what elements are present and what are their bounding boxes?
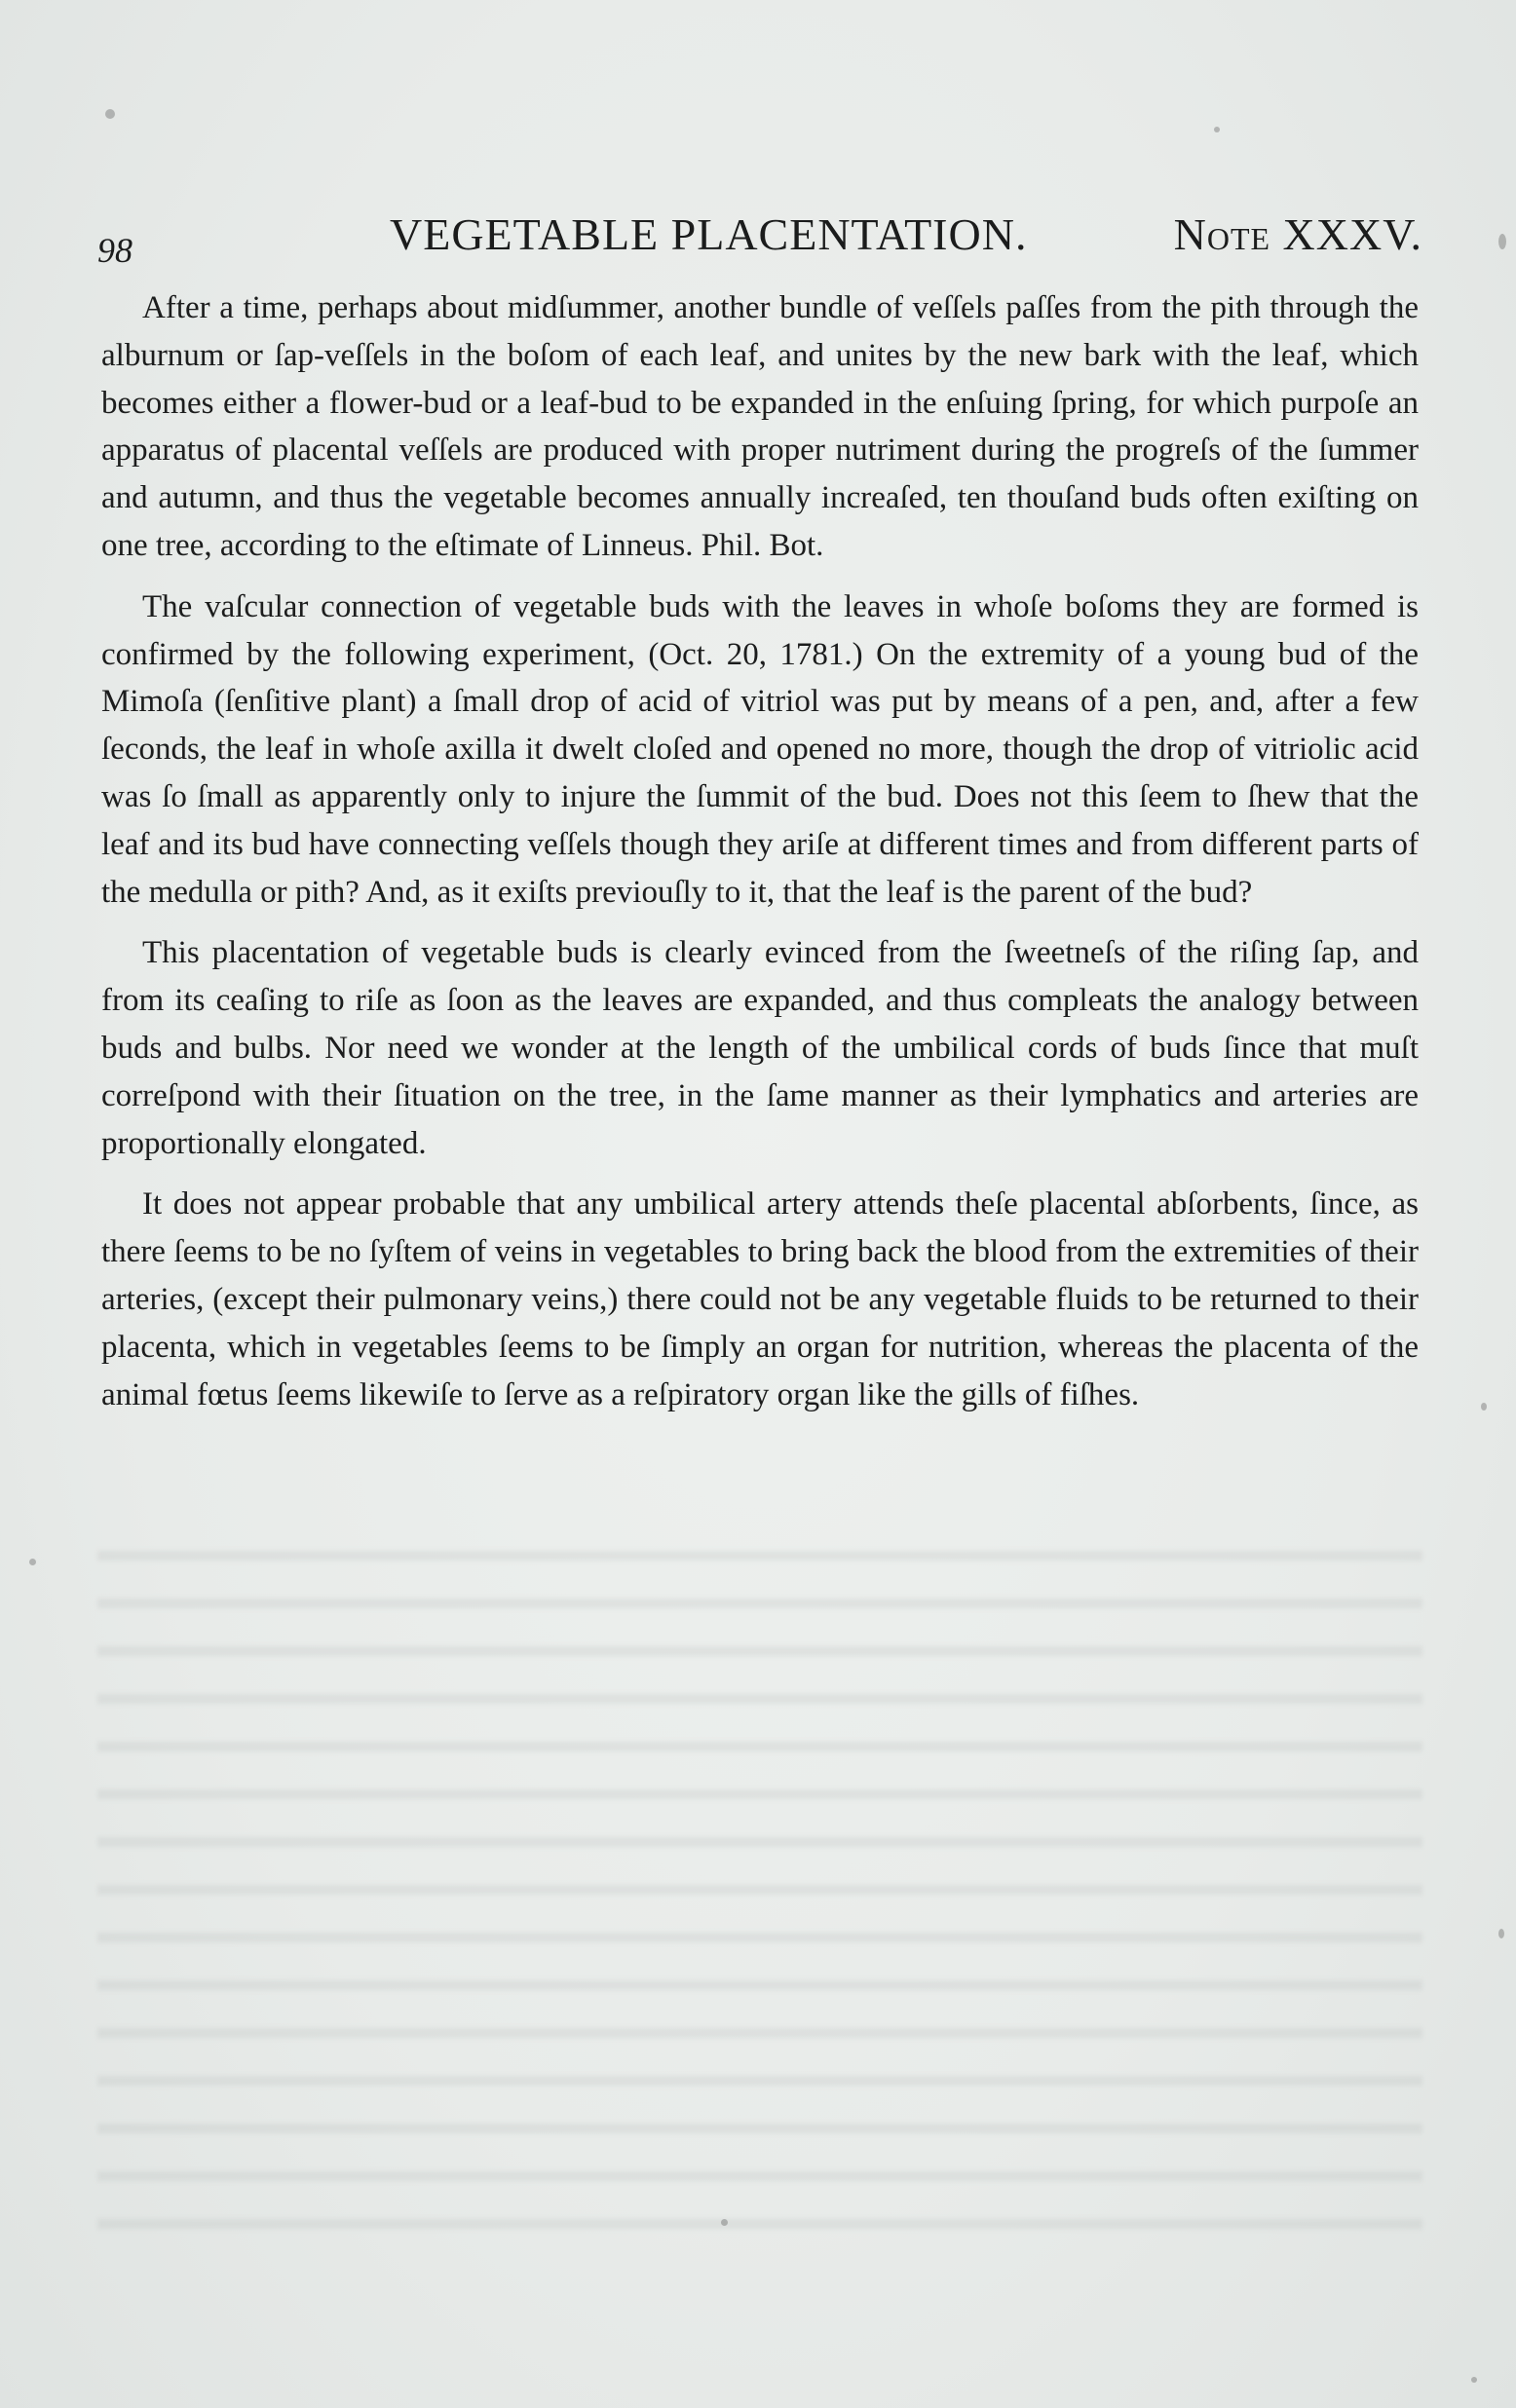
paragraph-2: The vaſcular connection of vegetable buds with the leaves in whoſe boſoms they are formed is confirmed by the following experiment, (Oct. 20, 1781.) On the extremity of a young bud of the Mimoſa (ſenſitive plant) a ſmall drop of acid of vitriol was put by means of a pen, and, after a few ſeconds, the leaf in whoſe axilla it dwelt cloſed and opened no more, though the drop of vitriolic acid was ſo ſmall as apparently only to injure the ſummit of the bud. Does not this ſeem to ſhew that the leaf and its bud have connecting veſſels though they ariſe at different times and from different parts of the medulla or pith? And, as it exiſts previouſly to it, that the leaf is the parent of the bud? — [101, 588, 1419, 910]
show-through-text — [97, 1520, 1422, 2260]
paragraph-4: It does not appear probable that any umbilical artery attends theſe placental abſorbents, ſince, as there ſeems to be no ſyſtem of veins in vegetables to bring back the blood from the extremities of their arteries, (except their pulmonary veins,) there could not be any vegetable fluids to be returned to their placenta, which in vegetables ſeems to be ſimply an organ for nutrition, whereas the placenta of the animal fœtus ſeems likewiſe to ſerve as a reſpiratory organ like the gills of fiſhes. — [101, 1186, 1419, 1412]
body-text — [101, 284, 1419, 1432]
paragraph-3: This placentation of vegetable buds is clearly evinced from the ſweetneſs of the riſing ſap, and from its ceaſing to riſe as ſoon as the leaves are expanded, and thus compleats the analogy between buds and bulbs. Nor need we wonder at the length of the umbilical cords of buds ſince that muſt correſpond with their ſituation on the tree, in the ſame manner as their lymphatics and arteries are proportionally elongated. — [101, 935, 1419, 1161]
running-header — [97, 203, 1422, 271]
note-label: Note XXXV. — [1173, 209, 1422, 259]
paragraph-1: After a time, perhaps about midſummer, another bundle of veſſels paſſes from the pith through the alburnum or ſap-veſſels in the boſom of each leaf, and unites by the new bark with the leaf, which becomes either a flower-bud or a leaf-bud to be expanded in the enſuing ſpring, for which purpoſe an apparatus of placental veſſels are produced with proper nutriment during the progreſs of the ſummer and autumn, and thus the vegetable becomes annually increaſed, ten thouſand buds often exiſting on one tree, according to the eſtimate of Linneus. Phil. Bot. — [101, 290, 1419, 563]
page-number: 98 — [97, 231, 133, 270]
running-title: VEGETABLE PLACENTATION. — [390, 209, 1028, 259]
